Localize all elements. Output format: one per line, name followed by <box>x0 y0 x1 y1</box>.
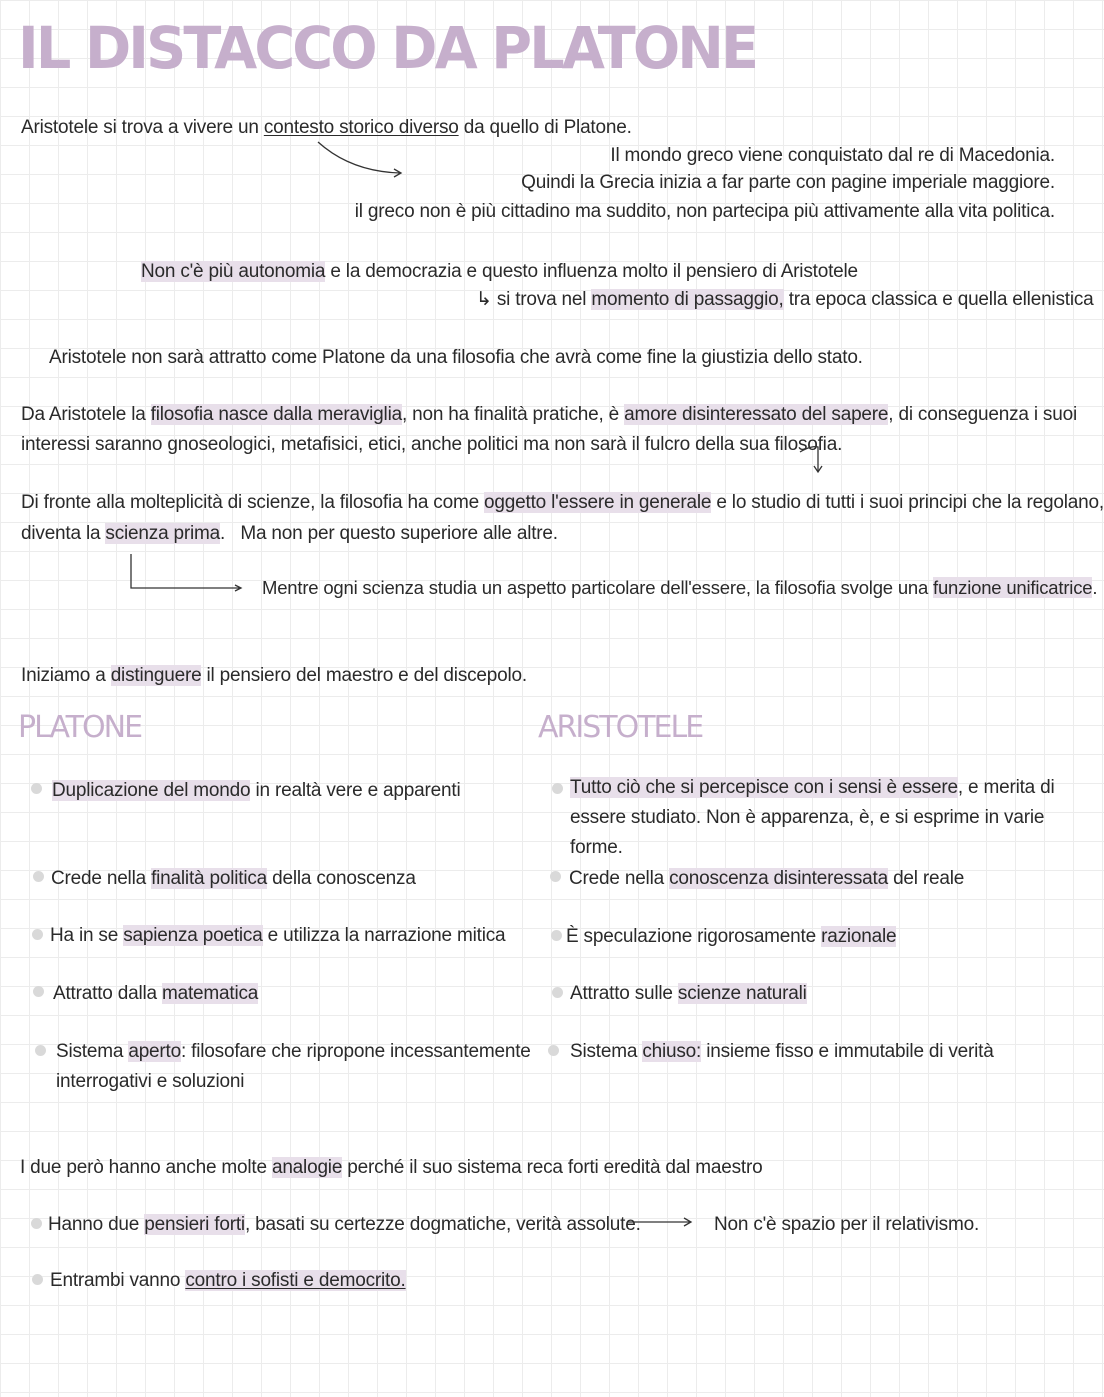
aristotele-item-2 <box>569 867 964 891</box>
underlined-text: contesto storico diverso <box>263 117 459 138</box>
text: tra epoca classica e quella ellenistica <box>783 289 1094 310</box>
bullet-icon <box>552 987 563 998</box>
text: Attratto dalla <box>53 983 162 1004</box>
text: da quello di Platone. <box>458 117 632 138</box>
text: I due però hanno anche molte <box>20 1157 272 1178</box>
text: , basati su certezze dogmatiche, verità assolute. <box>244 1214 641 1235</box>
bullet-icon <box>550 871 561 882</box>
bullet-icon <box>31 783 42 794</box>
intro-line-2: Il mondo greco viene conquistato dal re di Macedonia. <box>610 145 1055 166</box>
highlight: distinguere <box>110 665 202 686</box>
text: Sistema <box>570 1041 643 1062</box>
text: Di fronte alla molteplicità di scienze, la filosofia ha come <box>21 492 485 513</box>
text: Mentre ogni scienza studia un aspetto particolare dell'essere, la filosofia svolge una <box>262 577 934 598</box>
highlight: pensieri forti <box>144 1214 245 1235</box>
text: Hanno due <box>48 1214 145 1235</box>
platone-item-2 <box>51 867 416 891</box>
text: il pensiero del maestro e del discepolo. <box>201 665 527 686</box>
bullet-icon <box>551 930 562 941</box>
text: e utilizza la narrazione mitica <box>262 925 506 946</box>
bullet-icon <box>32 1274 43 1285</box>
text: insieme fisso e immutabile di verità <box>701 1041 994 1062</box>
platone-item-3 <box>50 924 505 948</box>
platone-item-1 <box>52 779 460 803</box>
text: Crede nella <box>51 868 152 889</box>
text: Entrambi vanno <box>50 1270 186 1291</box>
text: del reale <box>887 868 965 889</box>
highlight: Non c'è più autonomia <box>141 261 326 282</box>
highlight: scienza prima <box>105 523 221 544</box>
intro-line-3: Quindi la Grecia inizia a far parte con pagine imperiale maggiore. <box>521 172 1055 193</box>
science-line-1 <box>21 491 1104 515</box>
corner-arrow-icon: ↳ <box>476 289 492 310</box>
bullet-icon <box>548 1045 559 1056</box>
highlight: analogie <box>271 1157 343 1178</box>
text: . <box>1092 577 1098 598</box>
highlight: sapienza poetica <box>123 925 263 946</box>
highlight: contro i sofisti e democrito. <box>185 1270 406 1291</box>
highlight: scienze naturali <box>677 983 807 1004</box>
text: in realtà vere e apparenti <box>250 780 461 801</box>
intro-line-1 <box>21 116 632 140</box>
intro-line-4: il greco non è più cittadino ma suddito, non partecipa più attivamente alla vita politica. <box>354 201 1055 222</box>
text: perché il suo sistema reca forti eredità dal maestro <box>342 1157 763 1178</box>
highlight: aperto <box>128 1041 182 1062</box>
analogy-item-1 <box>48 1213 641 1237</box>
text: Iniziamo a <box>21 665 111 686</box>
highlight: filosofia nasce dalla meraviglia <box>150 404 402 425</box>
science-line-3 <box>262 576 1097 599</box>
analogy-item-2 <box>50 1269 406 1293</box>
text: Ha in se <box>50 925 124 946</box>
arrow-head-icon <box>684 1218 691 1226</box>
relativism-note: Non c'è spazio per il relativismo. <box>714 1214 980 1235</box>
text: : filosofare che ripropone incessantemente interrogativi e soluzioni <box>56 1041 531 1092</box>
autonomy-line <box>141 260 858 284</box>
elbow-arrow-icon <box>131 554 240 588</box>
text: diventa la <box>21 523 106 544</box>
text: Aristotele si trova a vivere un <box>21 117 264 138</box>
highlight: razionale <box>821 926 897 947</box>
autonomy-sub-line <box>476 288 1094 312</box>
text: Da Aristotele la <box>21 404 151 425</box>
aristotele-item-1 <box>570 773 1070 863</box>
arrow-head-icon <box>814 466 822 472</box>
science-line-2 <box>21 522 558 546</box>
aristotele-heading: ARISTOTELE <box>538 710 703 745</box>
aristotele-item-5 <box>570 1040 994 1064</box>
distinguish-line <box>21 664 527 688</box>
highlight: chiuso: <box>642 1041 702 1062</box>
aristotele-item-3 <box>566 925 896 949</box>
analogies-line <box>20 1156 762 1180</box>
bullet-icon <box>33 986 44 997</box>
text: , di conseguenza i suoi <box>888 404 1077 425</box>
highlight: matematica <box>161 983 259 1004</box>
bullet-icon <box>552 783 563 794</box>
text: Sistema <box>56 1041 129 1062</box>
arrow-head-icon <box>235 585 241 591</box>
highlight: finalità politica <box>151 868 268 889</box>
platone-item-5 <box>56 1037 536 1097</box>
bullet-icon <box>33 871 44 882</box>
page-title: IL DISTACCO DA PLATONE <box>18 14 757 82</box>
highlight: amore disinteressato del sapere <box>624 404 889 425</box>
highlight: Duplicazione del mondo <box>52 780 251 801</box>
text: si trova nel <box>491 289 592 310</box>
text: È speculazione rigorosamente <box>566 926 822 947</box>
bullet-icon <box>32 929 43 940</box>
highlight: Tutto ciò che si percepisce con i sensi è essere <box>570 777 958 798</box>
highlight: conoscenza disinteressata <box>669 868 888 889</box>
bullet-icon <box>35 1045 46 1056</box>
text: Crede nella <box>569 868 670 889</box>
text: e lo studio di tutti i suoi principi che la regolano, <box>711 492 1104 513</box>
arrow-head-icon <box>394 169 401 177</box>
bullet-icon <box>31 1218 42 1229</box>
text: e la democrazia e questo influenza molto il pensiero di Aristotele <box>325 261 858 282</box>
platone-heading: PLATONE <box>18 710 142 745</box>
philosophy-line-1 <box>21 403 1077 427</box>
text: della conoscenza <box>267 868 416 889</box>
text: Attratto sulle <box>570 983 678 1004</box>
not-attracted-line: Aristotele non sarà attratto come Platone da una filosofia che avrà come fine la giustizia dello stato. <box>49 347 863 368</box>
platone-item-4 <box>53 982 258 1006</box>
text: , e merita di essere studiato. Non è apparenza, è, e si esprime in varie forme. <box>570 777 1055 858</box>
highlight: oggetto l'essere in generale <box>484 492 712 513</box>
curved-arrow-icon <box>318 142 400 173</box>
highlight: momento di passaggio, <box>591 289 784 310</box>
aristotele-item-4 <box>570 982 807 1006</box>
highlight: funzione unificatrice <box>933 577 1093 598</box>
philosophy-line-2: interessi saranno gnoseologici, metafisici, etici, anche politici ma non sarà il fulcro della sua filosofia. <box>21 434 843 455</box>
text: , non ha finalità pratiche, è <box>401 404 625 425</box>
text: . Ma non per questo superiore alle altre. <box>220 523 558 544</box>
